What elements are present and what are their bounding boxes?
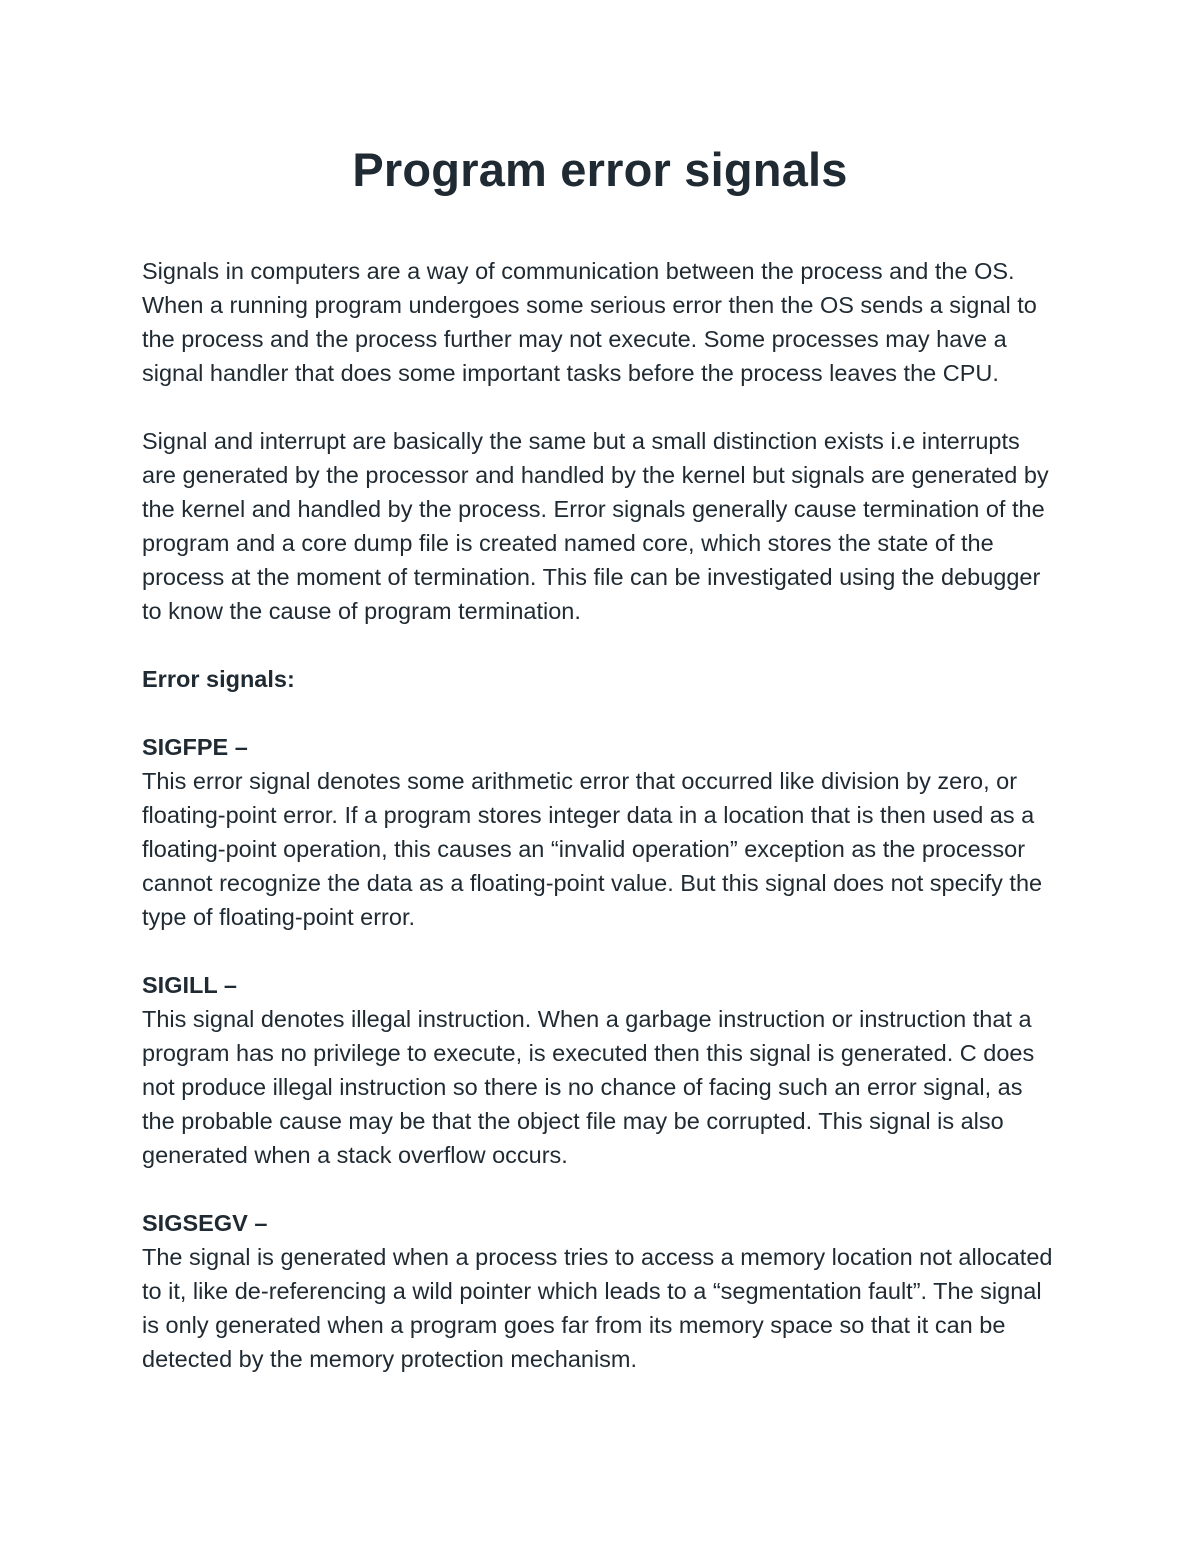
signal-name-sigill: SIGILL – — [142, 972, 237, 998]
signal-name-sigsegv: SIGSEGV – — [142, 1210, 268, 1236]
document-title: Program error signals — [352, 143, 848, 196]
signal-description-sigsegv: The signal is generated when a process tries to access a memory location not allocated to it, like de-referencing a wild pointer which leads to a “segmentation fault”. The signal is only generated when a program goes far from its memory space so that it can be detected by the memory protection mechanism. — [142, 1244, 1053, 1372]
paragraph-spacer — [142, 628, 1058, 662]
paragraph-spacer — [142, 390, 1058, 424]
paragraph-spacer — [142, 1172, 1058, 1206]
section-heading: Error signals: — [142, 666, 295, 692]
intro-paragraph-1: Signals in computers are a way of communication between the process and the OS. When a running program undergoes some serious error then the OS sends a signal to the process and the process further may not execute. Some processes may have a signal handler that does some important tasks before the process leaves the CPU. — [142, 258, 1037, 386]
intro-paragraph-2: Signal and interrupt are basically the same but a small distinction exists i.e interrupts are generated by the processor and handled by the kernel but signals are generated by the kernel and handled by the process. Error signals generally cause termination of the program and a core dump file is created named core, which stores the state of the process at the moment of termination. This file can be investigated using the debugger to know the cause of program termination. — [142, 428, 1049, 624]
signal-name-sigfpe: SIGFPE – — [142, 734, 248, 760]
signal-description-sigfpe: This error signal denotes some arithmetic error that occurred like division by zero, or floating-point error. If a program stores integer data in a location that is then used as a floating-point operation, this causes an “invalid operation” exception as the processor cannot recognize the data as a floating-point value. But this signal does not specify the type of floating-point error. — [142, 768, 1043, 930]
paragraph-spacer — [142, 934, 1058, 968]
signal-description-sigill: This signal denotes illegal instruction. When a garbage instruction or instruction that a program has no privilege to execute, is executed then this signal is generated. C does not produce illegal instruction so there is no chance of facing such an error signal, as the probable cause may be that the object file may be corrupted. This signal is also generated when a stack overflow occurs. — [142, 1006, 1035, 1168]
paragraph-spacer — [142, 696, 1058, 730]
